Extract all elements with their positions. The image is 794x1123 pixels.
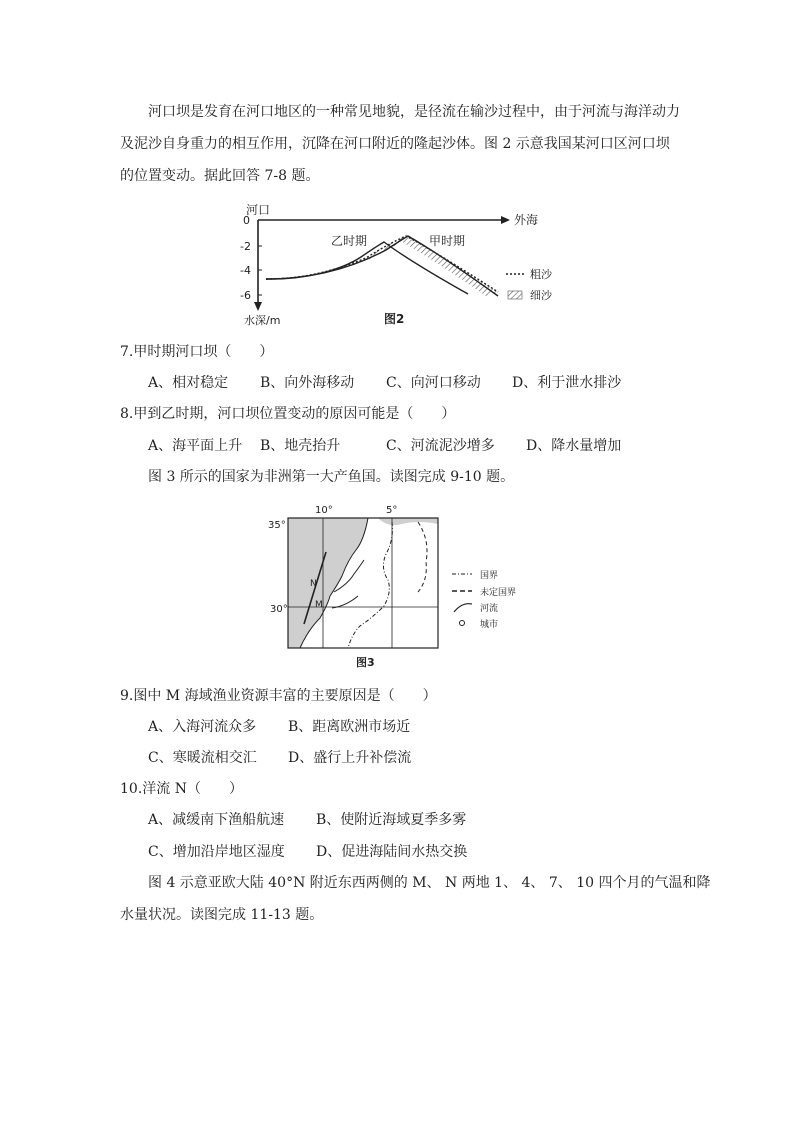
label-yi-period: 乙时期 xyxy=(331,234,368,248)
q9-option-b: B、距离欧洲市场近 xyxy=(288,719,411,735)
legend-fine-label: 细沙 xyxy=(530,289,552,302)
legend-river-symbol xyxy=(454,604,472,612)
figure-2-river-mouth-bar xyxy=(236,200,576,330)
figure-2-caption: 图2 xyxy=(384,312,405,326)
y-axis-bottom-label: 水深/m xyxy=(244,314,281,327)
figure-3-caption: 图3 xyxy=(356,656,375,669)
intro-paragraph-line-3: 的位置变动。据此回答 7-8 题。 xyxy=(120,168,320,184)
yi-period-profile xyxy=(266,242,468,294)
tick-minus-6: -6 xyxy=(240,289,251,302)
tick-0: 0 xyxy=(243,214,250,227)
q7-option-d: D、利于泄水排沙 xyxy=(512,375,622,391)
q9-option-a: A、入海河流众多 xyxy=(148,719,257,735)
legend-fine-symbol xyxy=(508,291,522,299)
q9-option-d: D、盛行上升补偿流 xyxy=(288,750,412,766)
legend-city-label: 城市 xyxy=(480,620,499,630)
latitude-30-label: 30° xyxy=(270,604,288,615)
q8-option-c: C、河流泥沙增多 xyxy=(386,438,495,454)
q8-option-b: B、地壳抬升 xyxy=(260,438,341,454)
figure-3-map xyxy=(268,500,538,672)
q7-option-c: C、向河口移动 xyxy=(386,375,481,391)
q10-option-c: C、增加沿岸地区湿度 xyxy=(148,844,285,860)
x-axis-arrow-icon xyxy=(501,216,510,224)
q10-option-d: D、促进海陆间水热交换 xyxy=(316,844,468,860)
tick-minus-2: -2 xyxy=(240,240,251,253)
intro-figure-4-line-1: 图 4 示意亚欧大陆 40°N 附近东西两侧的 M、 N 两地 1、 4、 7、 10 四个月的气温和降 xyxy=(148,875,711,891)
latitude-35-label: 35° xyxy=(268,520,286,531)
y-axis-top-label: 河口 xyxy=(246,203,271,217)
longitude-10-label: 10° xyxy=(315,505,333,516)
intro-paragraph-line-2: 及泥沙自身重力的相互作用，沉降在河口附近的隆起沙体。图 2 示意我国某河口区河口坝 xyxy=(120,136,670,152)
q7-option-b: B、向外海移动 xyxy=(260,375,355,391)
legend-river-label: 河流 xyxy=(480,604,499,614)
label-m: M xyxy=(315,600,323,610)
longitude-5-label: 5° xyxy=(386,505,398,516)
intro-figure-3: 图 3 所示的国家为非洲第一大产鱼国。读图完成 9-10 题。 xyxy=(148,469,515,485)
label-n: N xyxy=(310,579,317,589)
q8-option-a: A、海平面上升 xyxy=(148,438,243,454)
q9-option-c: C、寒暖流相交汇 xyxy=(148,750,257,766)
q10-option-b: B、使附近海域夏季多雾 xyxy=(316,812,467,828)
intro-paragraph-line-1: 河口坝是发育在河口地区的一种常见地貌，是径流在输沙过程中，由于河流与海洋动力 xyxy=(148,104,680,120)
tick-minus-4: -4 xyxy=(240,264,251,277)
q8-option-d: D、降水量增加 xyxy=(526,438,622,454)
x-axis-label: 外海 xyxy=(514,213,539,227)
legend-undetermined-label: 未定国界 xyxy=(480,588,517,598)
q8-stem: 8.甲到乙时期，河口坝位置变动的原因可能是（ ） xyxy=(120,406,456,422)
q9-stem: 9.图中 M 海域渔业资源丰富的主要原因是（ ） xyxy=(120,688,437,704)
intro-figure-4-line-2: 水量状况。读图完成 11-13 题。 xyxy=(120,907,324,923)
q10-option-a: A、减缓南下渔船航速 xyxy=(148,812,285,828)
label-jia-period: 甲时期 xyxy=(429,234,466,248)
q10-stem: 10.洋流 N（ ） xyxy=(120,781,243,797)
legend-coarse-label: 粗沙 xyxy=(530,268,552,281)
q7-option-a: A、相对稳定 xyxy=(148,375,229,391)
q7-stem: 7.甲时期河口坝（ ） xyxy=(120,344,274,360)
y-axis-arrow-icon xyxy=(254,302,262,311)
legend-city-icon xyxy=(460,621,465,626)
legend-border-label: 国界 xyxy=(480,571,499,581)
